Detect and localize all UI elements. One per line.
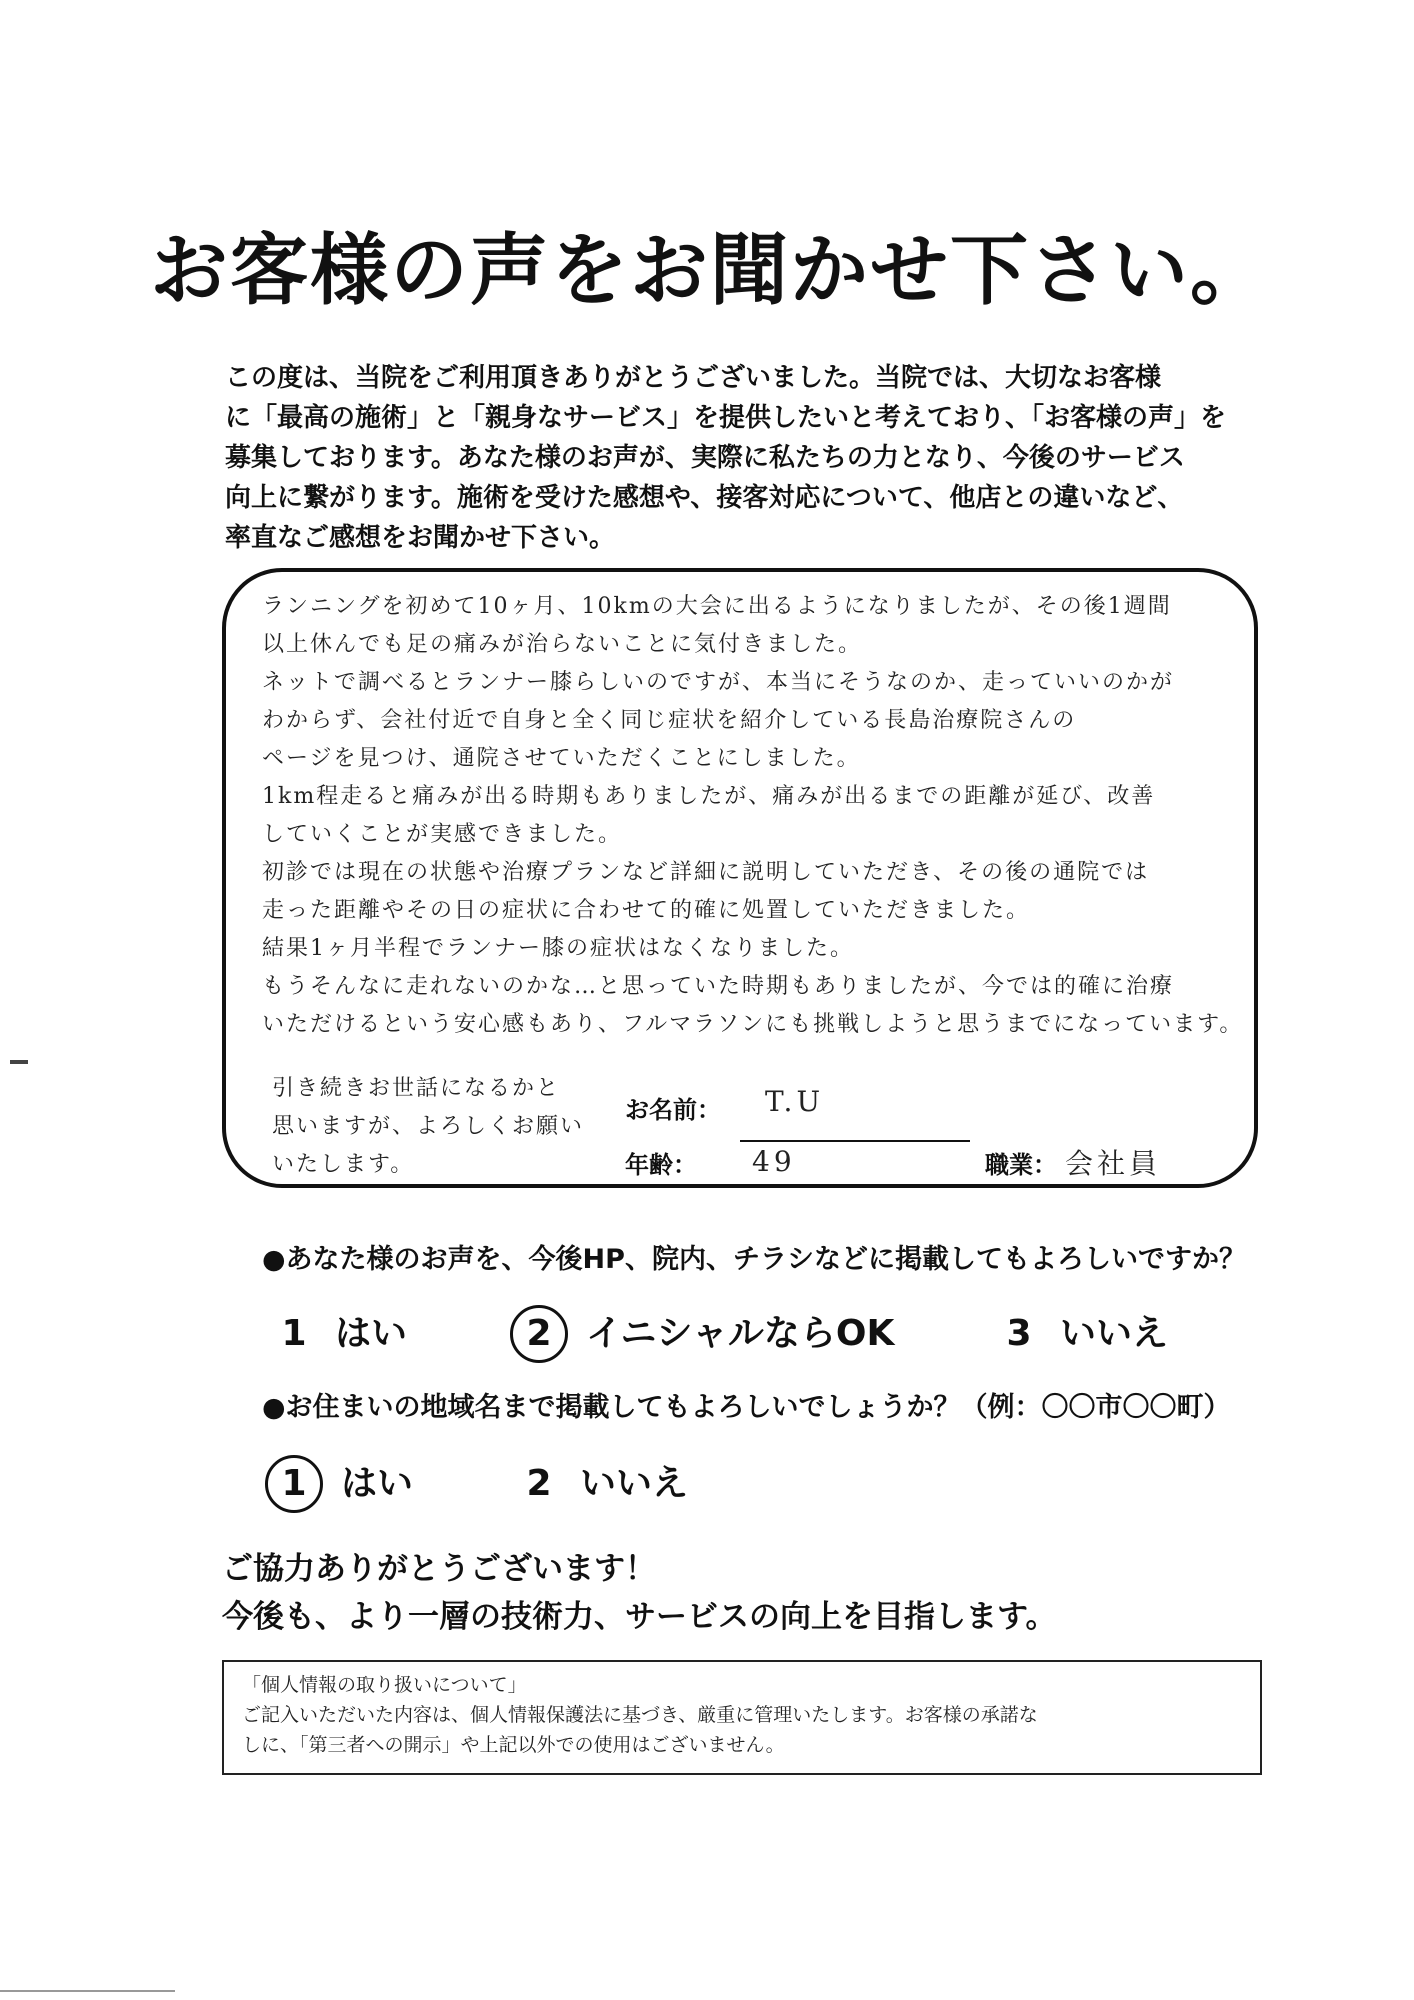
comment-line: もうそんなに走れないのかな…と思っていた時期もありましたが、今では的確に治療 — [262, 974, 1175, 999]
closing-line: いたします。 — [272, 1152, 415, 1177]
area-option-no[interactable] — [510, 1455, 688, 1506]
age-value: 49 — [752, 1145, 796, 1178]
privacy-heading: 「個人情報の取り扱いについて」 — [242, 1674, 527, 1696]
publish-option-no[interactable] — [990, 1305, 1168, 1356]
age-label: 年齢： — [625, 1151, 697, 1179]
option-number: 1 — [281, 1313, 307, 1354]
name-label: お名前： — [625, 1096, 721, 1124]
comment-line: 結果1ヶ月半程でランナー膝の症状はなくなりました。 — [262, 936, 854, 961]
publish-question: ●あなた様のお声を、今後HP、院内、チラシなどに掲載してもよろしいですか？ — [262, 1244, 1246, 1275]
name-value: T.U — [765, 1085, 825, 1118]
comment-line: していくことが実感できました。 — [262, 822, 623, 847]
area-option-yes[interactable] — [265, 1455, 413, 1513]
option-number: 2 — [526, 1463, 552, 1504]
option-label: いいえ — [580, 1463, 689, 1504]
closing-line: 引き続きお世話になるかと — [272, 1076, 561, 1101]
publish-option-initials[interactable] — [510, 1305, 894, 1363]
thanks-line: ご協力ありがとうございます！ — [222, 1551, 656, 1587]
name-underline — [740, 1140, 970, 1142]
privacy-line: しに、「第三者への開示」や上記以外での使用はございません。 — [242, 1734, 785, 1756]
intro-line: 率直なご感想をお聞かせ下さい。 — [225, 523, 616, 553]
comment-closing — [272, 1070, 602, 1184]
comment-line: わからず、会社付近で自身と全く同じ症状を紹介している長島治療院さんの — [262, 708, 1077, 733]
intro-line: 向上に繋がります。施術を受けた感想や、接客対応について、他店との違いなど、 — [225, 483, 1184, 513]
intro-text — [225, 358, 1225, 558]
intro-line: に「最高の施術」と「親身なサービス」を提供したいと考えており、「お客様の声」を — [225, 403, 1227, 433]
comment-line: 初診では現在の状態や治療プランなど詳細に説明していただき、その後の通院では — [262, 860, 1150, 885]
intro-line: この度は、当院をご利用頂きありがとうございました。当院では、大切なお客様 — [225, 363, 1162, 393]
thanks-line: 今後も、より一層の技術力、サービスの向上を目指します。 — [222, 1599, 1057, 1635]
selected-circle-mark: 2 — [510, 1305, 568, 1363]
comment-line: 走った距離やその日の症状に合わせて的確に処置していただきました。 — [262, 898, 1031, 923]
intro-line: 募集しております。あなた様のお声が、実際に私たちの力となり、今後のサービス — [225, 443, 1185, 473]
job-label: 職業： — [985, 1151, 1057, 1179]
comment-line: 以上休んでも足の痛みが治らないことに気付きました。 — [262, 632, 863, 657]
option-label: いいえ — [1060, 1313, 1169, 1354]
privacy-notice — [222, 1660, 1262, 1775]
scan-speck — [10, 1060, 28, 1064]
option-number: 3 — [1006, 1313, 1032, 1354]
area-question: ●お住まいの地域名まで掲載してもよろしいでしょうか？（例：〇〇市〇〇町） — [262, 1392, 1231, 1423]
thanks-message — [222, 1545, 1222, 1641]
option-label: はい — [335, 1313, 408, 1354]
selected-circle-mark: 1 — [265, 1455, 323, 1513]
handwritten-comment — [262, 588, 1244, 1044]
page-title: お客様の声をお聞かせ下さい。 — [150, 226, 1271, 316]
job-value: 会社員 — [1065, 1147, 1162, 1180]
comment-line: ページを見つけ、通院させていただくことにしました。 — [262, 746, 861, 771]
comment-line: いただけるという安心感もあり、フルマラソンにも挑戦しようと思うまでになっています。 — [262, 1012, 1244, 1037]
publish-option-yes[interactable] — [265, 1305, 407, 1356]
comment-line: ランニングを初めて10ヶ月、10kmの大会に出るようになりましたが、その後1週間 — [262, 594, 1172, 619]
option-label: はい — [341, 1463, 414, 1504]
comment-line: 1km程走ると痛みが出る時期もありましたが、痛みが出るまでの距離が延び、改善 — [262, 784, 1156, 809]
closing-line: 思いますが、よろしくお願い — [272, 1114, 585, 1139]
comment-line: ネットで調べるとランナー膝らしいのですが、本当にそうなのか、走っていいのかが — [262, 670, 1175, 695]
scan-edge-line — [0, 1990, 175, 1992]
option-label: イニシャルならOK — [586, 1313, 895, 1354]
privacy-line: ご記入いただいた内容は、個人情報保護法に基づき、厳重に管理いたします。お客様の承諾な — [242, 1704, 1038, 1726]
